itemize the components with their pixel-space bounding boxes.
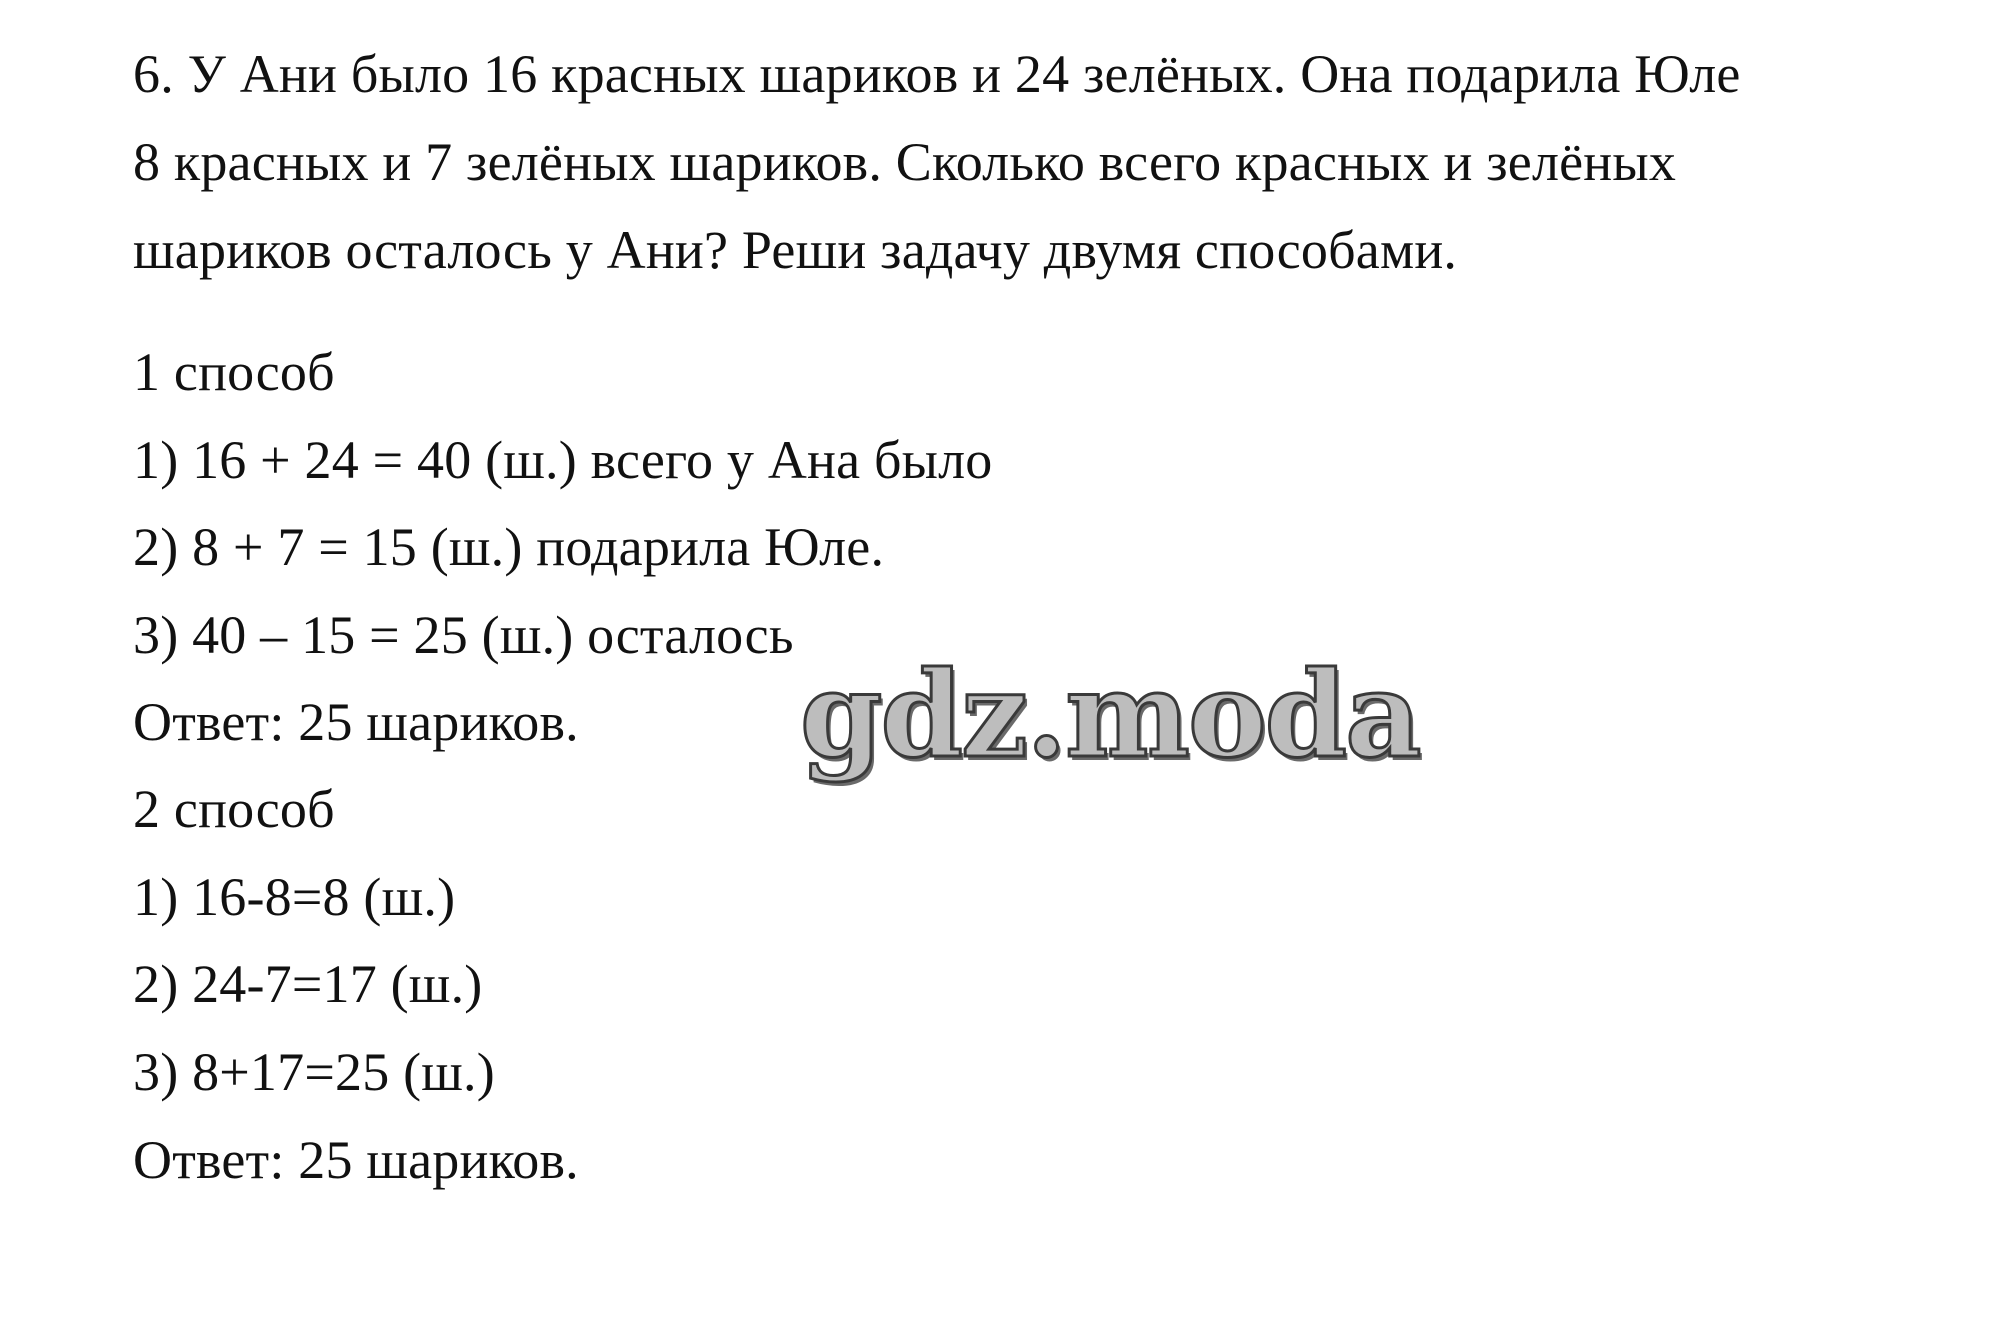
method-1-step-3: 3) 40 – 15 = 25 (ш.) осталось — [133, 605, 794, 665]
method-2-step-1: 1) 16-8=8 (ш.) — [133, 867, 456, 927]
problem-line-2: 8 красных и 7 зелёных шариков. Сколько всего красных и зелёных — [133, 132, 1677, 192]
problem-line-1: 6. У Ани было 16 красных шариков и 24 зелёных. Она подарила Юле — [133, 44, 1741, 104]
watermark-logo: gdz.moda — [800, 645, 1420, 784]
method-1-answer: Ответ: 25 шариков. — [133, 692, 579, 752]
method-2-heading: 2 способ — [133, 779, 335, 839]
method-1-step-1: 1) 16 + 24 = 40 (ш.) всего у Ана было — [133, 430, 993, 490]
problem-line-3: шариков осталось у Ани? Реши задачу двумя способами. — [133, 220, 1458, 280]
method-2-answer: Ответ: 25 шариков. — [133, 1130, 579, 1190]
method-2-step-3: 3) 8+17=25 (ш.) — [133, 1042, 495, 1102]
method-1-step-2: 2) 8 + 7 = 15 (ш.) подарила Юле. — [133, 517, 885, 577]
method-2-step-2: 2) 24-7=17 (ш.) — [133, 954, 483, 1014]
method-1-heading: 1 способ — [133, 342, 335, 402]
